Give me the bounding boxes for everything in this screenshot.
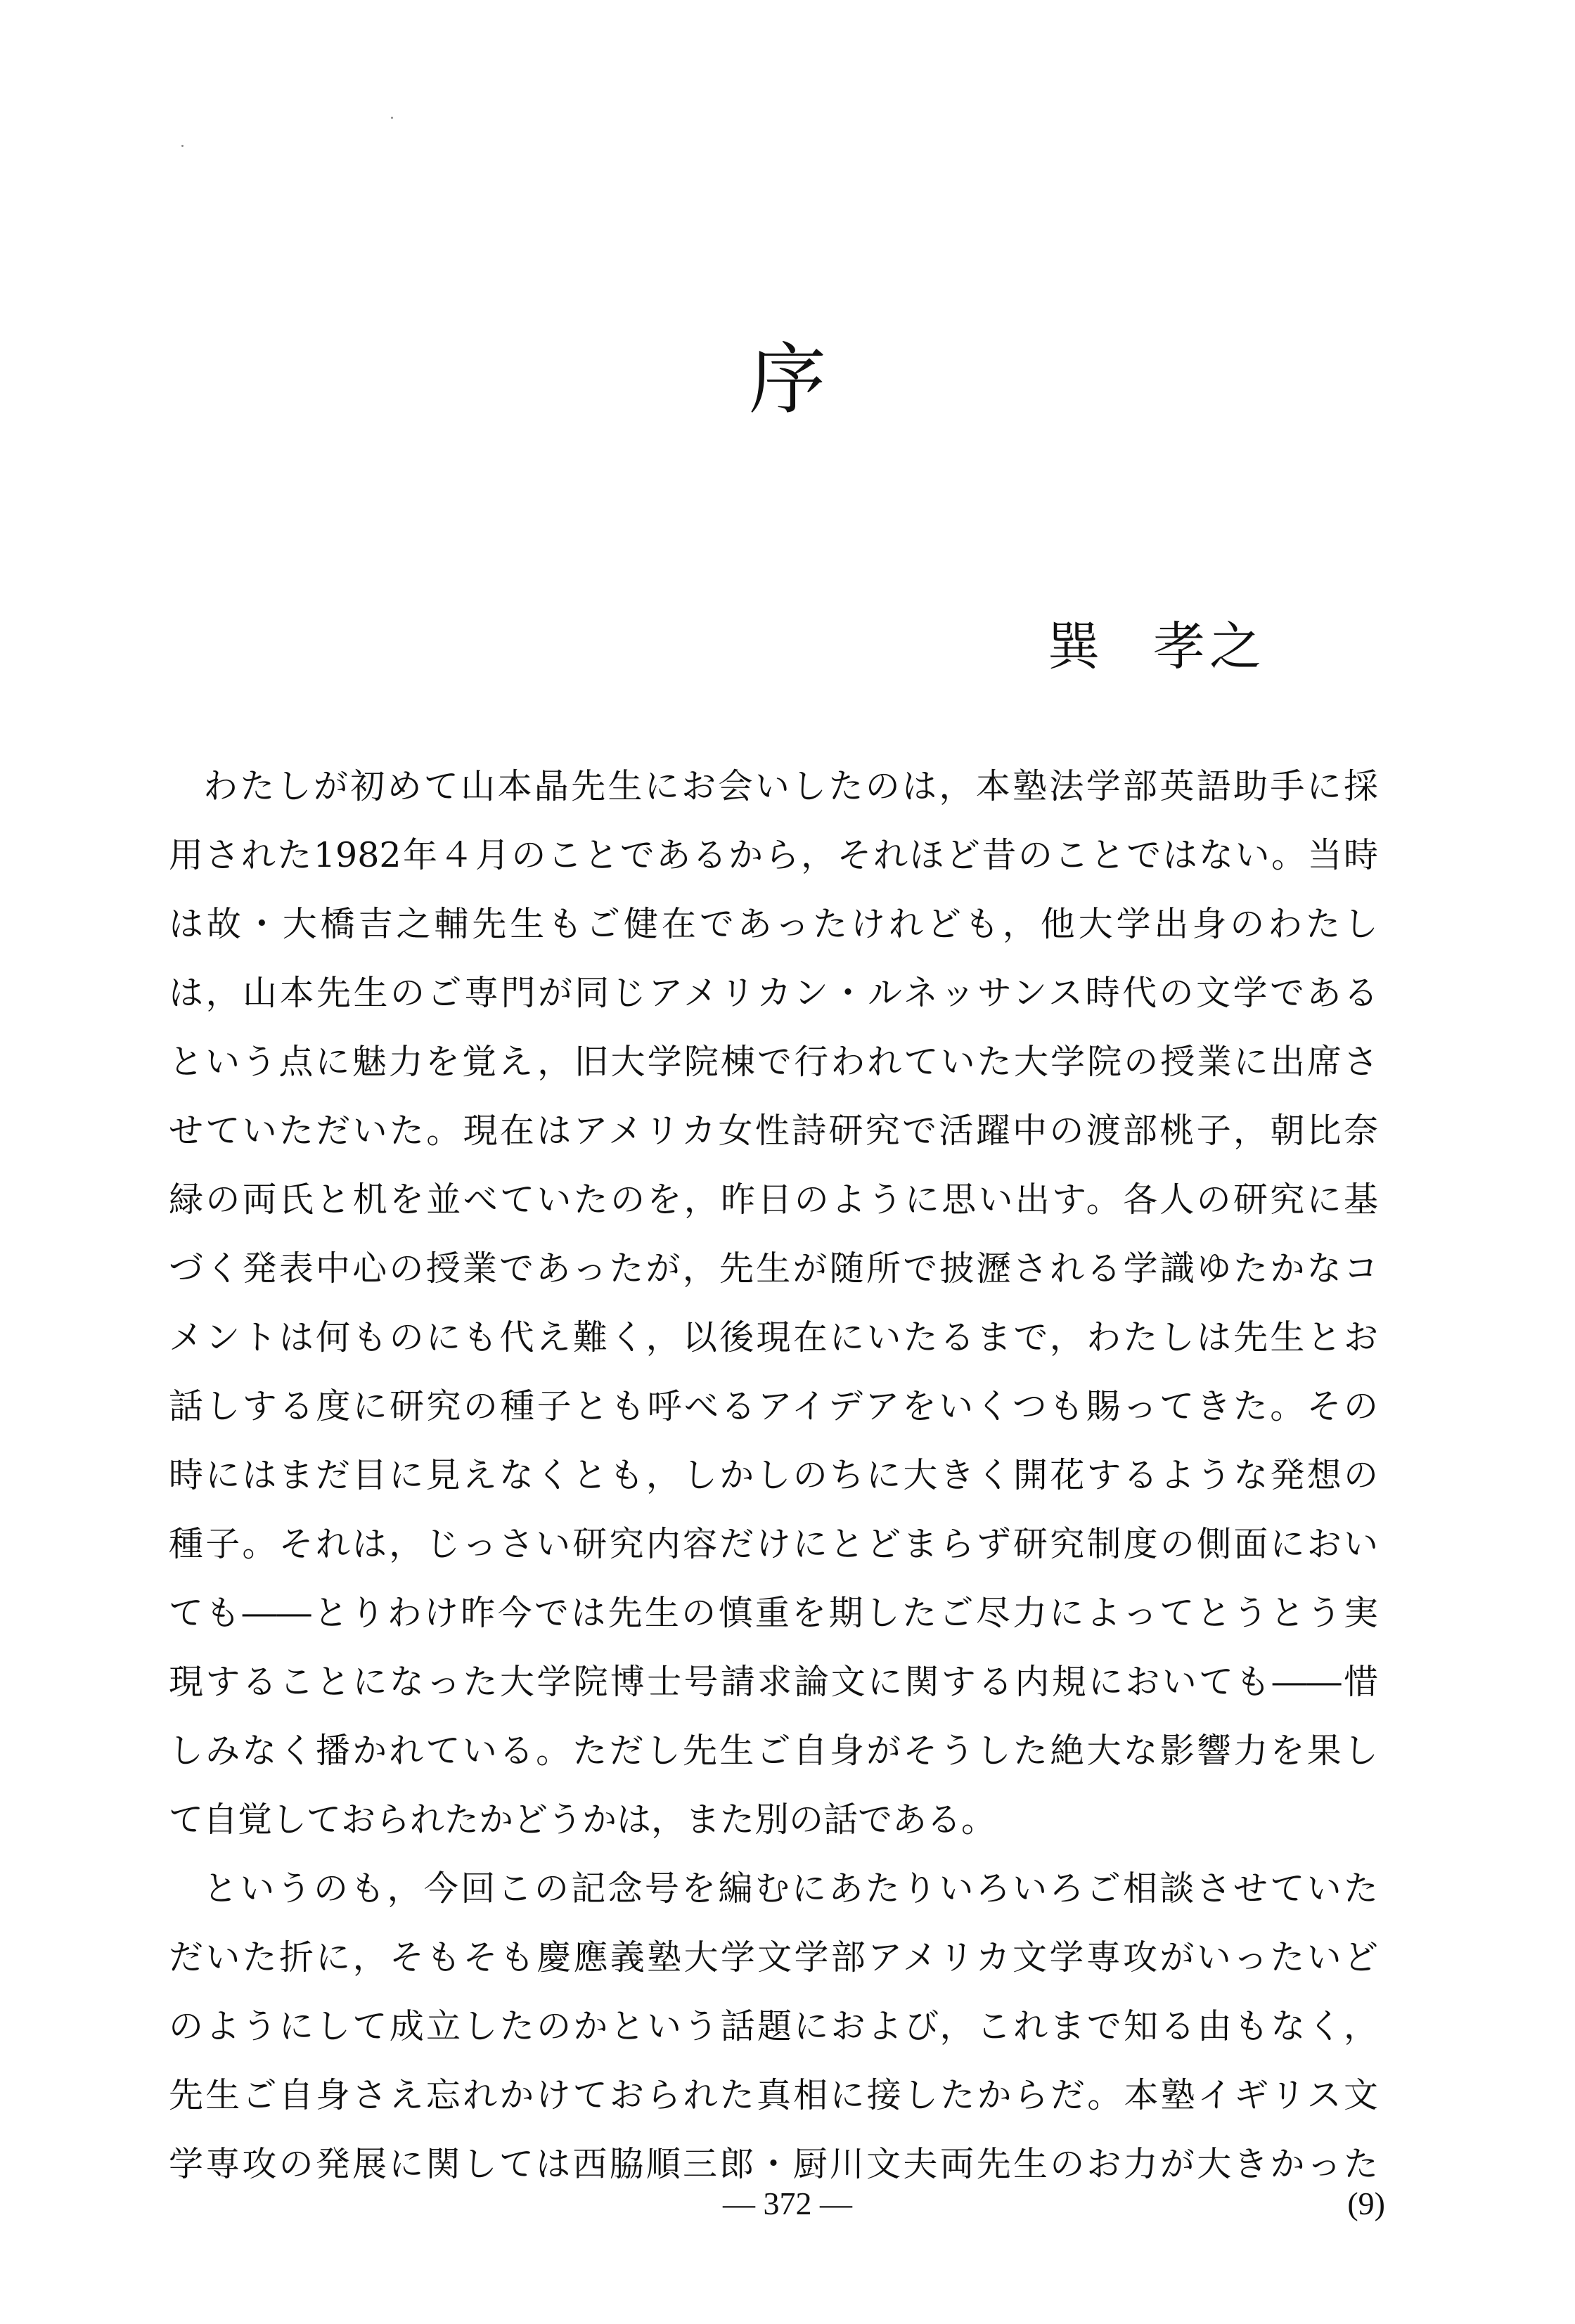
paragraph-1-line: づく発表中心の授業であったが，先生が随所で披瀝される学識ゆたかなコ [169, 1248, 1378, 1289]
paragraph-1-line: わたしが初めて山本晶先生にお会いしたのは，本塾法学部英語助手に採 [203, 766, 1378, 806]
paragraph-1-line: は，山本先生のご専門が同じアメリカン・ルネッサンス時代の文学である [169, 973, 1378, 1013]
paragraph-1-line: せていただいた。現在はアメリカ女性詩研究で活躍中の渡部桃子，朝比奈 [169, 1111, 1378, 1151]
paragraph-1-line: 時にはまだ目に見えなくとも，しかしのちに大きく開花するような発想の [169, 1455, 1378, 1495]
paragraph-1-line: 用された1982年４月のことであるから，それほど昔のことではない。当時 [169, 835, 1378, 875]
scan-speck [391, 117, 393, 119]
paragraph-1-line: という点に魅力を覚え，旧大学院棟で行われていた大学院の授業に出席さ [169, 1042, 1378, 1082]
page-title: 序 [749, 335, 826, 425]
paragraph-2-line: 先生ご自身さえ忘れかけておられた真相に接したからだ。本塾イギリス文 [169, 2075, 1378, 2115]
page-number: — 372 — [723, 2186, 852, 2221]
body-text [169, 752, 1378, 2199]
page-label: (9) [1347, 2186, 1385, 2221]
paragraph-1-line: 現することになった大学院博士号請求論文に関する内規においても――惜 [169, 1662, 1378, 1702]
paragraph-2-line: のようにして成立したのかという話題におよび，これまで知る由もなく， [169, 2006, 1378, 2046]
scan-speck [181, 145, 184, 147]
paragraph-2-line: だいた折に，そもそも慶應義塾大学文学部アメリカ文学専攻がいったいど [169, 1937, 1378, 1977]
author-given-name: 孝之 [1153, 616, 1266, 677]
author-surname: 巽 [1048, 616, 1104, 677]
page-footer [0, 2179, 1575, 2228]
paragraph-1-line: は故・大橋吉之輔先生もご健在であったけれども，他大学出身のわたし [169, 904, 1378, 944]
paragraph-1-line: メントは何ものにも代え難く，以後現在にいたるまで，わたしは先生とお [169, 1317, 1378, 1357]
paragraph-1-line: 話しする度に研究の種子とも呼べるアイデアをいくつも賜ってきた。その [169, 1386, 1378, 1426]
paragraph-1-line: ても――とりわけ昨今では先生の慎重を期したご尽力によってとうとう実 [169, 1593, 1378, 1633]
paragraph-1-line: しみなく播かれている。ただし先生ご自身がそうした絶大な影響力を果し [169, 1731, 1378, 1771]
paragraph-2-line: 学専攻の発展に関しては西脇順三郎・厨川文夫両先生のお力が大きかった [169, 2144, 1378, 2184]
paragraph-2-line: というのも，今回この記念号を編むにあたりいろいろご相談させていた [203, 1868, 1378, 1909]
paragraph-1-line: 種子。それは，じっさい研究内容だけにとどまらず研究制度の側面におい [169, 1524, 1378, 1564]
author-name [1048, 612, 1266, 682]
paragraph-1-line: 緑の両氏と机を並べていたのを，昨日のように思い出す。各人の研究に基 [169, 1180, 1378, 1220]
paragraph-1-line: て自覚しておられたかどうかは，また別の話である。 [169, 1800, 996, 1840]
